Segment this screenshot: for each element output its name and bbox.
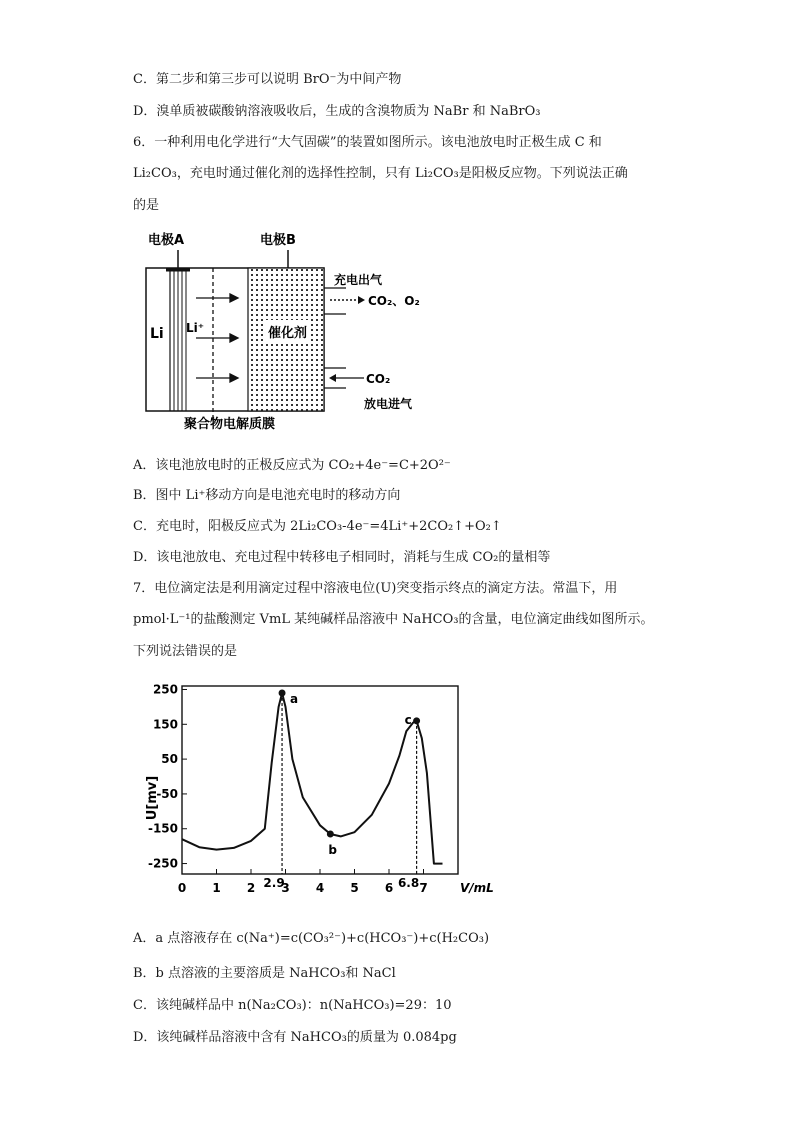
- q6-option-c: C．充电时，阳极反应式为 2Li₂CO₃-4e⁻=4Li⁺+2CO₂↑+O₂↑: [133, 519, 502, 534]
- y-axis-label: U[mv]: [145, 775, 160, 821]
- y-tick-label: 250: [152, 682, 178, 697]
- y-tick-label: -250: [147, 856, 178, 871]
- battery-diagram: [140, 228, 440, 433]
- titration-curve: [182, 693, 443, 864]
- q7-stem-line1: 7．电位滴定法是利用滴定过程中溶液电位(U)突变指示终点的滴定方法。常温下，用: [133, 581, 618, 596]
- y-tick-label: 150: [152, 717, 178, 732]
- x-tick-label: 6: [384, 881, 394, 895]
- point-a: [279, 689, 286, 696]
- q5-option-d: D．溴单质被碳酸钠溶液吸收后，生成的含溴物质为 NaBr 和 NaBrO₃: [133, 104, 541, 119]
- x-tick-label: 0: [177, 881, 187, 895]
- electrode-a-label: 电极A: [148, 233, 185, 248]
- discharge-in-label: 放电进气: [364, 397, 413, 411]
- li-label: Li: [150, 326, 164, 342]
- q6-stem-line1: 6．一种利用电化学进行“大气固碳”的装置如图所示。该电池放电时正极生成 C 和: [133, 135, 602, 150]
- q7-option-a: A．a 点溶液存在 c(Na⁺)=c(CO₃²⁻)+c(HCO₃⁻)+c(H₂CO₃): [133, 931, 490, 946]
- x-tick-label: 1: [212, 881, 221, 895]
- point-label-a: a: [290, 691, 299, 706]
- q7-option-c: C．该纯碱样品中 n(Na₂CO₃)：n(NaHCO₃)=29：10: [133, 998, 452, 1013]
- point-c: [413, 717, 420, 724]
- y-tick-label: -50: [156, 786, 178, 801]
- li-ion-label: Li⁺: [186, 321, 205, 335]
- q7-option-b: B．b 点溶液的主要溶质是 NaHCO₃和 NaCl: [133, 966, 396, 981]
- x-marker-label: 6.8: [397, 876, 420, 890]
- electrode-b-label: 电极B: [260, 233, 296, 248]
- x-tick-label: 2: [246, 881, 256, 895]
- x-marker-label: 2.9: [263, 876, 285, 890]
- q5-option-c: C．第二步和第三步可以说明 BrO⁻为中间产物: [133, 72, 402, 87]
- x-tick-label: 5: [350, 881, 359, 895]
- catalyst-label: 催化剂: [268, 326, 308, 341]
- membrane-label: 聚合物电解质膜: [184, 417, 276, 432]
- plot-frame: [182, 686, 458, 874]
- point-label-c: c: [404, 712, 412, 727]
- point-b: [327, 830, 334, 837]
- q7-option-d: D．该纯碱样品溶液中含有 NaHCO₃的质量为 0.084pg: [133, 1030, 457, 1045]
- x-tick-label: 4: [315, 881, 325, 895]
- q6-stem-line3: 的是: [133, 198, 160, 213]
- q6-option-a: A．该电池放电时的正极反应式为 CO₂+4e⁻=C+2O²⁻: [133, 458, 451, 473]
- q7-stem-line2: pmol·L⁻¹的盐酸测定 VmL 某纯碱样品溶液中 NaHCO₃的含量，电位滴定曲线如图所示。: [133, 612, 654, 627]
- discharge-gas-label: CO₂: [366, 372, 391, 386]
- li-ion-arrows: [196, 294, 238, 382]
- q7-stem-line3: 下列说法错误的是: [133, 644, 238, 659]
- charge-out-label: 充电出气: [334, 273, 383, 287]
- x-tick-label: 3: [281, 881, 290, 895]
- y-tick-label: 50: [161, 752, 178, 767]
- y-tick-label: -150: [147, 821, 178, 836]
- charge-gas-label: CO₂、O₂: [368, 294, 420, 308]
- q6-option-b: B．图中 Li⁺移动方向是电池充电时的移动方向: [133, 488, 401, 503]
- titration-chart: [138, 674, 494, 902]
- x-axis-label: V/mL: [460, 881, 494, 895]
- q6-stem-line2: Li₂CO₃，充电时通过催化剂的选择性控制，只有 Li₂CO₃是阳极反应物。下列说法正确: [133, 166, 628, 181]
- point-label-b: b: [328, 842, 337, 857]
- x-tick-label: 7: [419, 881, 428, 895]
- q6-option-d: D．该电池放电、充电过程中转移电子相同时，消耗与生成 CO₂的量相等: [133, 550, 551, 565]
